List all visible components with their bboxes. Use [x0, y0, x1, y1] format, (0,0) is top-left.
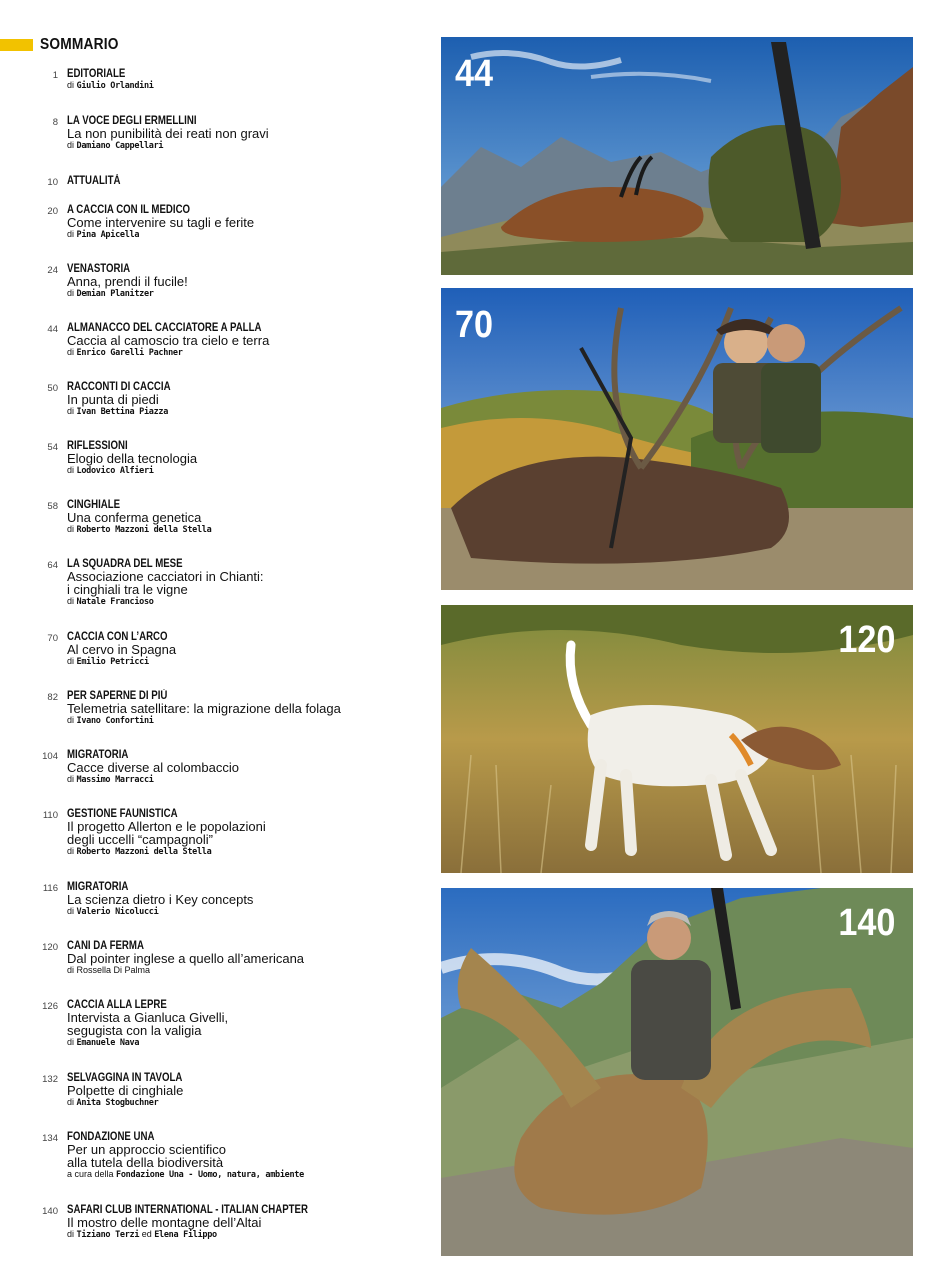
page-number: 44 [47, 324, 58, 335]
byline [67, 906, 427, 918]
page-badge: 44 [455, 53, 494, 95]
byline-connector: ed [141, 1229, 152, 1239]
section-title: MIGRATORIA [67, 881, 129, 893]
byline-prefix: di [67, 596, 75, 606]
byline-prefix: di [67, 906, 75, 916]
page-badge: 70 [455, 304, 494, 346]
article-title: Una conferma genetica [67, 510, 202, 525]
page-number: 70 [47, 633, 58, 644]
byline-prefix: di [67, 465, 75, 475]
section-title: SAFARI CLUB INTERNATIONAL - ITALIAN CHAPTER [67, 1204, 308, 1216]
deer-scene-image [441, 288, 913, 590]
article-title: La non punibilità dei reati non gravi [67, 126, 269, 141]
section-title: LA SQUADRA DEL MESE [67, 558, 183, 570]
author-name-2: Elena Filippo [154, 1230, 217, 1240]
section-title: MIGRATORIA [67, 749, 129, 761]
article-title: Associazione cacciatori in Chianti: i cinghiali tra le vigne [67, 569, 264, 597]
byline [67, 524, 427, 536]
article-title: Polpette di cinghiale [67, 1083, 184, 1098]
section-title: ALMANACCO DEL CACCIATORE A PALLA [67, 322, 262, 334]
section-title: RACCONTI DI CACCIA [67, 381, 171, 393]
page-number: 110 [42, 810, 58, 821]
section-title: LA VOCE DEGLI ERMELLINI [67, 115, 197, 127]
byline-prefix: di [67, 347, 75, 357]
page-number: 58 [47, 501, 58, 512]
header-accent-bar [0, 39, 33, 51]
byline-prefix: di [67, 846, 75, 856]
byline-prefix: di [67, 965, 75, 975]
author-name: Damiano Cappellari [76, 141, 164, 151]
page-number: 1 [52, 70, 58, 81]
article-title: Il progetto Allerton e le popolazioni degli uccelli “campagnoli” [67, 819, 266, 847]
byline [67, 846, 427, 858]
section-title: CINGHIALE [67, 499, 121, 511]
byline [67, 715, 427, 727]
byline-prefix: di [67, 80, 75, 90]
page-number: 134 [42, 1133, 58, 1144]
author-name: Roberto Mazzoni della Stella [76, 847, 212, 857]
byline-prefix: di [67, 774, 75, 784]
byline [67, 347, 427, 359]
byline [67, 288, 427, 300]
section-title: ATTUALITÀ [67, 175, 121, 187]
article-title: Il mostro delle montagne dell’Altai [67, 1215, 262, 1230]
page-number: 24 [47, 265, 58, 276]
byline [67, 80, 427, 92]
author-name: Enrico Garelli Pachner [76, 348, 183, 358]
article-title: Telemetria satellitare: la migrazione della folaga [67, 701, 341, 716]
page-number: 20 [47, 206, 58, 217]
author-name: Roberto Mazzoni della Stella [76, 525, 212, 535]
photo-ibex[interactable] [441, 888, 913, 1256]
article-title: Come intervenire su tagli e ferite [67, 215, 255, 230]
author-name: Ivano Confortini [76, 716, 154, 726]
page-badge: 120 [837, 619, 895, 661]
article-title: Dal pointer inglese a quello all’americana [67, 951, 305, 966]
byline [67, 229, 427, 241]
section-title: EDITORIALE [67, 68, 126, 80]
byline [67, 965, 427, 976]
photo-pointer-dog[interactable] [441, 605, 913, 873]
author-name: Ivan Bettina Piazza [76, 407, 169, 417]
byline-prefix: di [67, 288, 75, 298]
byline-prefix: di [67, 715, 75, 725]
page-number: 104 [42, 751, 58, 762]
byline [67, 1097, 427, 1109]
section-title: PER SAPERNE DI PIÙ [67, 690, 168, 702]
page-number: 10 [47, 177, 58, 188]
author-name: Emilio Petricci [76, 657, 149, 667]
author-name: Massimo Marracci [76, 775, 154, 785]
byline-prefix: di [67, 524, 75, 534]
photo-deer[interactable] [441, 288, 913, 590]
page-title: SOMMARIO [40, 36, 119, 53]
author-name: Tiziano Terzi [76, 1230, 140, 1240]
page-number: 54 [47, 442, 58, 453]
chamois-scene-image [441, 37, 913, 275]
photo-chamois[interactable] [441, 37, 913, 275]
byline-prefix: di [67, 229, 75, 239]
page-number: 82 [47, 692, 58, 703]
section-title: SELVAGGINA IN TAVOLA [67, 1072, 183, 1084]
byline [67, 1169, 427, 1181]
article-title: Al cervo in Spagna [67, 642, 177, 657]
author-name: Emanuele Nava [76, 1038, 140, 1048]
author-name: Anita Stogbuchner [76, 1098, 159, 1108]
author-name: Rossella Di Palma [76, 965, 151, 975]
byline [67, 1037, 427, 1049]
author-name: Lodovico Alfieri [76, 466, 154, 476]
byline-prefix: di [67, 1037, 75, 1047]
section-title: FONDAZIONE UNA [67, 1131, 155, 1143]
section-title: VENASTORIA [67, 263, 131, 275]
byline-prefix: a cura della [67, 1169, 114, 1179]
byline [67, 656, 427, 668]
author-name: Giulio Orlandini [76, 81, 154, 91]
page-number: 116 [42, 883, 58, 894]
page-number: 64 [47, 560, 58, 571]
author-name: Valerio Nicolucci [76, 907, 159, 917]
byline-prefix: di [67, 406, 75, 416]
section-title: CACCIA CON L’ARCO [67, 631, 168, 643]
byline-prefix: di [67, 1229, 75, 1239]
byline-prefix: di [67, 140, 75, 150]
section-title: CANI DA FERMA [67, 940, 144, 952]
section-title: A CACCIA CON IL MEDICO [67, 204, 191, 216]
section-title: RIFLESSIONI [67, 440, 128, 452]
article-title: Elogio della tecnologia [67, 451, 198, 466]
article-title: Cacce diverse al colombaccio [67, 760, 239, 775]
page-number: 50 [47, 383, 58, 394]
byline [67, 406, 427, 418]
page-number: 126 [42, 1001, 58, 1012]
section-title: GESTIONE FAUNISTICA [67, 808, 178, 820]
article-title: Caccia al camoscio tra cielo e terra [67, 333, 270, 348]
article-title: Anna, prendi il fucile! [67, 274, 188, 289]
page-number: 132 [42, 1074, 58, 1085]
article-title: Intervista a Gianluca Givelli, segugista con la valigia [67, 1010, 229, 1038]
byline [67, 774, 427, 786]
page-badge: 140 [837, 902, 895, 944]
page-number: 140 [42, 1206, 58, 1217]
byline [67, 465, 427, 477]
author-name: Demian Planitzer [76, 289, 154, 299]
byline [67, 1229, 427, 1241]
author-name: Fondazione Una - Uomo, natura, ambiente [116, 1170, 304, 1180]
page-number: 8 [52, 117, 58, 128]
byline [67, 596, 427, 608]
article-title: La scienza dietro i Key concepts [67, 892, 254, 907]
byline [67, 140, 427, 152]
page-number: 120 [42, 942, 58, 953]
article-title: In punta di piedi [67, 392, 159, 407]
author-name: Natale Francioso [76, 597, 154, 607]
section-title: CACCIA ALLA LEPRE [67, 999, 167, 1011]
byline-prefix: di [67, 656, 75, 666]
byline-prefix: di [67, 1097, 75, 1107]
author-name: Pina Apicella [76, 230, 140, 240]
article-title: Per un approccio scientifico alla tutela della biodiversità [67, 1142, 226, 1170]
